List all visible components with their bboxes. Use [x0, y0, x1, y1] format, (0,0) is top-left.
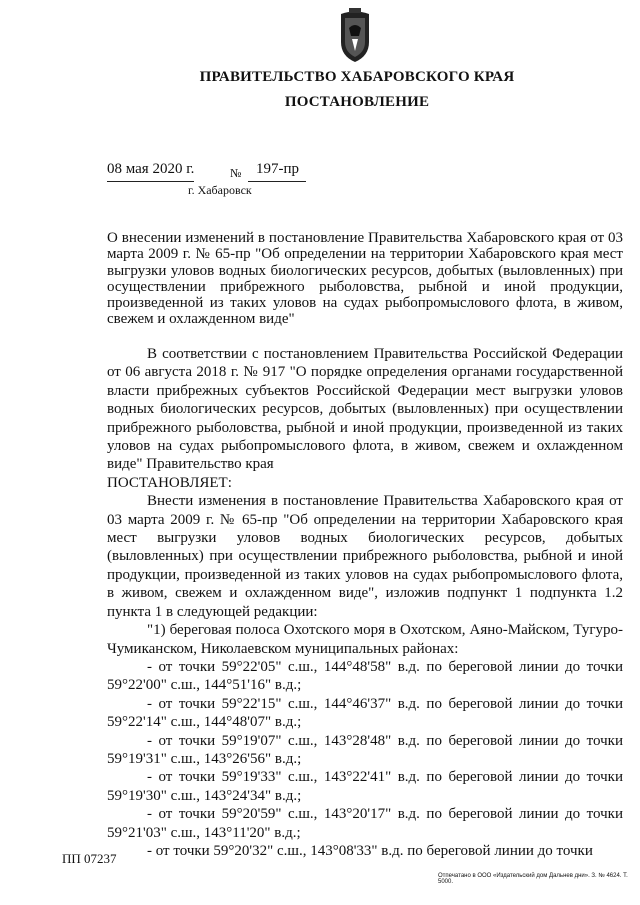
number-underline — [248, 181, 306, 182]
document-date: 08 мая 2020 г. — [107, 161, 195, 177]
coat-of-arms-icon — [331, 6, 379, 66]
number-sign: № — [230, 166, 242, 180]
document-subject: О внесении изменений в постановление Правительства Хабаровского края от 03 марта 2009 г. № 65-пр "Об определении на территории Хабаровского края мест выгрузки уловов водных биологических ресурсов, добытых (выловленных) при осуществлении прибрежного рыболовства, рыбной и иной продукции, произведенной из таких уловов на судах рыбопромыслового флота, в живом, свежем и охлажденном виде" — [107, 230, 623, 328]
coordinate-point: - от точки 59°22'05" с.ш., 144°48'58" в.д. по береговой линии до точки 59°22'00" с.ш., 144°51'16" в.д.; — [107, 658, 623, 694]
coordinate-point: - от точки 59°20'59" с.ш., 143°20'17" в.д. по береговой линии до точки 59°21'03" с.ш., 143°11'20" в.д.; — [107, 806, 623, 841]
printer-imprint: Отпечатано в ООО «Издательский дом Дальнев дни». З. № 4624. Т. 5000. — [438, 873, 628, 885]
document-number: 197-пр — [256, 161, 300, 177]
coordinate-point: - от точки 59°19'07" с.ш., 143°28'48" в.д. по береговой линии до точки 59°19'31" с.ш., 143°26'56" в.д.; — [107, 732, 623, 767]
preamble-paragraph: В соответствии с постановлением Правительства Российской Федерации от 06 августа 2018 г. № 917 "О порядке определения органами государственной власти прибрежных субъектов Российской Федерации мест выгрузки уловов водных биологических ресурсов, добытых (выловленных) при осуществлении прибрежного рыболовства, рыбной и иной продукции, произведенной из таких уловов на судах рыбопромыслового флота, в живом, свежем и охлажденном виде" Правительство края — [107, 346, 623, 473]
resolve-heading: ПОСТАНОВЛЯЕТ: — [107, 474, 232, 491]
document-type: ПОСТАНОВЛЕНИЕ — [284, 94, 430, 110]
item-1-paragraph: "1) береговая полоса Охотского моря в Охотском, Аяно-Майском, Тугуро-Чумиканском, Николаевском муниципальных районах: — [107, 622, 623, 657]
coordinate-point: - от точки 59°20'32" с.ш., 143°08'33" в.д. по береговой линии до точки — [147, 842, 593, 859]
coordinate-point: - от точки 59°22'15" с.ш., 144°46'37" в.д. по береговой линии до точки 59°22'14" с.ш., 144°48'07" в.д.; — [107, 695, 623, 731]
amend-paragraph: Внести изменения в постановление Правительства Хабаровского края от 03 марта 2009 г. № 65-пр "Об определении на территории Хабаровского края мест выгрузки уловов водных биологических ресурсов, добытых (выловленных) при осуществлении прибрежного рыболовства, рыбной и иной продукции, произведенной из таких уловов на судах рыбопромыслового флота, в живом, свежем и охлажденном виде", изложив подпункт 1 подпункта 1.2 пункта 1 в следующей редакции: — [107, 493, 623, 620]
document-body — [107, 345, 623, 860]
coordinate-point: - от точки 59°19'33" с.ш., 143°22'41" в.д. по береговой линии до точки 59°19'30" с.ш., 143°24'34" в.д.; — [107, 769, 623, 804]
date-underline — [107, 181, 194, 182]
document-city: г. Хабаровск — [188, 183, 252, 197]
government-title: ПРАВИТЕЛЬСТВО ХАБАРОВСКОГО КРАЯ — [199, 69, 515, 85]
footer-code: ПП 07237 — [62, 851, 117, 866]
